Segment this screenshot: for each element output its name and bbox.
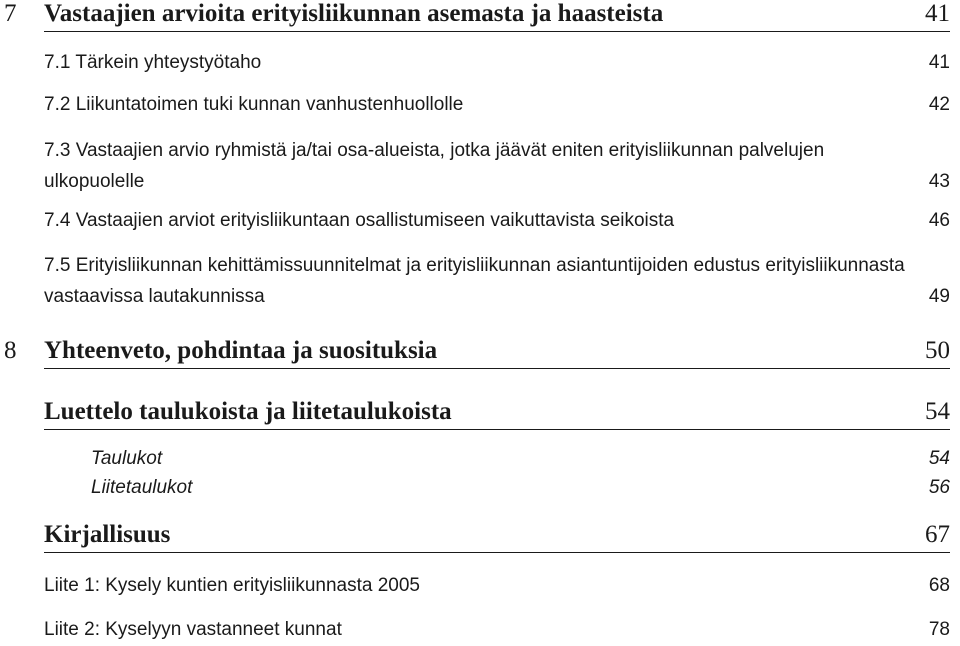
chapter-title: Vastaajien arvioita erityisliikunnan asemasta ja haasteista xyxy=(44,0,664,27)
page-number: 68 xyxy=(928,575,950,596)
toc-entry-7-4[interactable] xyxy=(44,210,950,232)
toc-entry-7-5[interactable] xyxy=(44,250,950,312)
page-number: 50 xyxy=(925,337,950,364)
toc-entry-liite-1[interactable] xyxy=(44,575,950,597)
toc-entry-kirjallisuus[interactable] xyxy=(44,521,950,553)
chapter-number: 8 xyxy=(4,337,17,364)
subentry-title: Liitetaulukot xyxy=(91,477,193,498)
page-number: 42 xyxy=(928,94,950,115)
chapter-title: Luettelo taulukoista ja liitetaulukoista xyxy=(44,398,452,425)
page-number: 56 xyxy=(928,477,950,498)
section-title: 7.3 Vastaajien arvio ryhmistä ja/tai osa-alueista, jotka jäävät eniten erityisliikunnan palvelujen ulkopuolelle xyxy=(44,140,825,192)
page-number: 41 xyxy=(925,0,950,27)
toc-entry-7-2[interactable] xyxy=(44,94,950,116)
page-number: 54 xyxy=(928,448,950,469)
page-number: 67 xyxy=(925,521,950,548)
toc-entry-list-of-tables[interactable] xyxy=(44,398,950,430)
subentry-title: Taulukot xyxy=(91,448,163,469)
section-title: 7.4 Vastaajien arviot erityisliikuntaan osallistumiseen vaikuttavista seikoista xyxy=(44,210,675,231)
toc-entry-chapter-8[interactable] xyxy=(44,337,950,369)
section-title: 7.1 Tärkein yhteystyötaho xyxy=(44,52,262,73)
toc-entry-chapter-7[interactable] xyxy=(44,0,950,32)
page-number: 49 xyxy=(928,286,950,307)
appendix-title: Liite 2: Kyselyyn vastanneet kunnat xyxy=(44,619,342,640)
toc-entry-7-1[interactable] xyxy=(44,52,950,74)
toc-entry-7-3[interactable] xyxy=(44,135,950,197)
page-number: 41 xyxy=(928,52,950,73)
page-number: 54 xyxy=(925,398,950,425)
chapter-number: 7 xyxy=(4,0,17,27)
chapter-title: Yhteenveto, pohdintaa ja suosituksia xyxy=(44,337,438,364)
page-number: 78 xyxy=(928,619,950,640)
page-number: 46 xyxy=(928,210,950,231)
toc-entry-liitetaulukot[interactable] xyxy=(91,477,950,499)
toc-entry-liite-2[interactable] xyxy=(44,619,950,641)
section-title: 7.5 Erityisliikunnan kehittämissuunnitelmat ja erityisliikunnan asiantuntijoiden edustus erityisliikunnasta vastaavissa lautakunnissa xyxy=(44,255,905,307)
page-number: 43 xyxy=(928,171,950,192)
chapter-title: Kirjallisuus xyxy=(44,521,171,548)
appendix-title: Liite 1: Kysely kuntien erityisliikunnasta 2005 xyxy=(44,575,420,596)
toc-entry-taulukot[interactable] xyxy=(91,448,950,470)
section-title: 7.2 Liikuntatoimen tuki kunnan vanhustenhuollolle xyxy=(44,94,464,115)
